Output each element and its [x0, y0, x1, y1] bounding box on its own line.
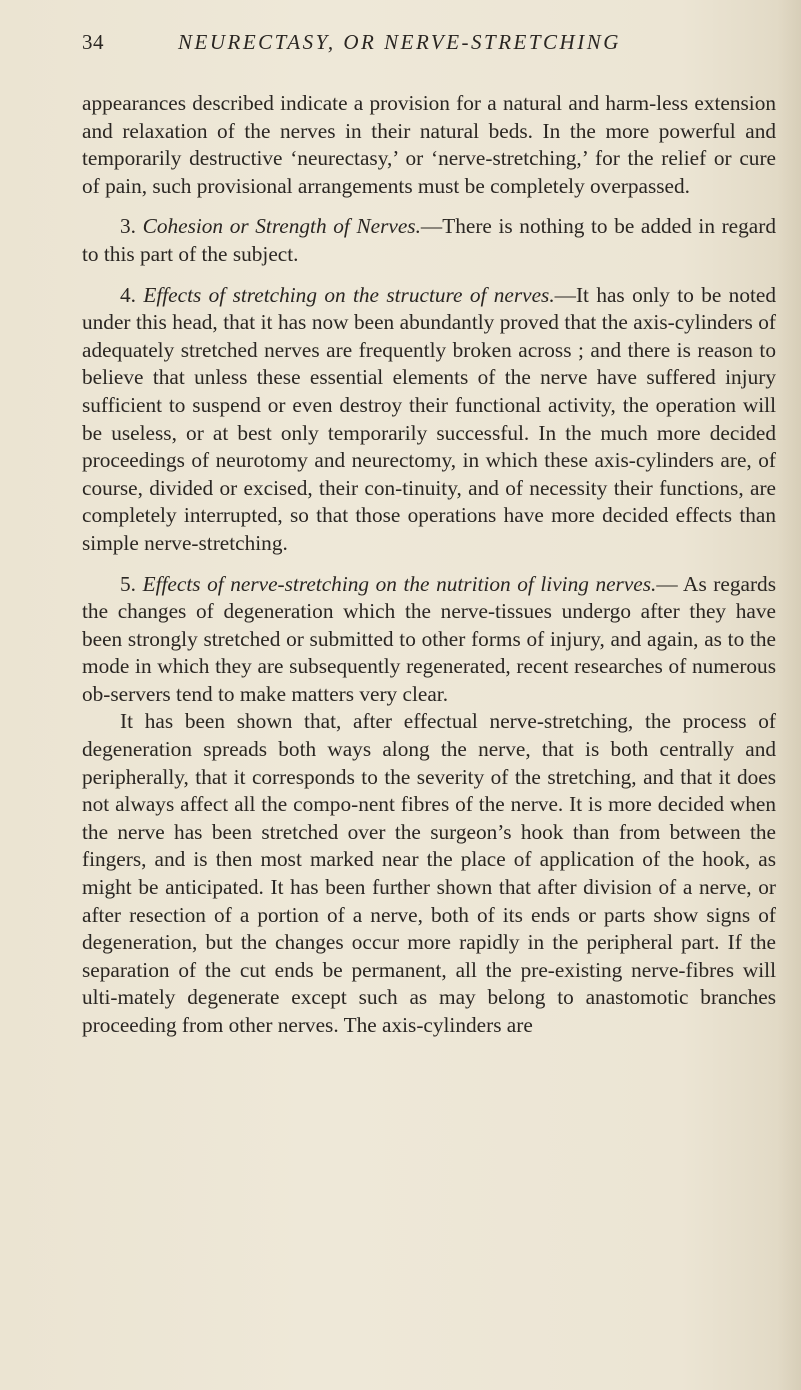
paragraph-text: —It has only to be noted under this head, that it has now been abundantly proved that the axis-cylinders of adequately stretched nerves are frequently broken across ; and there is reason to believe that unless these essential elements of the nerve have suffered injury sufficient to suspend or even destroy their functional activity, the operation will be useless, or at best only temporarily successful. In the much more decided proceedings of neurotomy and neurectomy, in which these axis-cylinders are, of course, divided or excised, their con-tinuity, and of necessity their functions, are completely interrupted, so that those operations have more decided effects than simple nerve-stretching.	[82, 282, 776, 555]
paragraph	[82, 708, 776, 1039]
section-number: 5.	[120, 571, 136, 596]
paragraph-text: appearances described indicate a provision for a natural and harm-less extension and relaxation of the nerves in their natural beds. In the more powerful and temporarily destructive ‘neurectasy,’ or ‘nerve-stretching,’ for the relief or cure of pain, such provisional arrangements must be completely overpassed.	[82, 91, 776, 198]
page-header	[82, 30, 761, 60]
section-5-paragraph	[82, 571, 776, 709]
section-3-paragraph	[82, 213, 776, 268]
section-heading: Effects of stretching on the structure of nerves.	[143, 282, 555, 307]
section-number: 4.	[120, 282, 136, 307]
section-heading: Effects of nerve-stretching on the nutrition of living nerves.	[142, 571, 657, 596]
paragraph-text: — As regards the changes of degeneration which the nerve-tissues undergo after they have been strongly stretched or submitted to other forms of injury, and again, as to the mode in which they are subsequently regenerated, recent researches of numerous ob-servers tend to make matters very clear.	[82, 571, 776, 706]
section-number: 3.	[120, 214, 136, 239]
running-head: NEURECTASY, OR NERVE-STRETCHING	[178, 30, 621, 54]
paragraph-text: It has been shown that, after effectual nerve-stretching, the process of degeneration spreads both ways along the nerve, that is both centrally and peripherally, that it corresponds to the severity of the stretching, and that it does not always affect all the compo-nent fibres of the nerve. It is more decided when the nerve has been stretched over the surgeon’s hook than from between the fingers, and is then most marked near the place of application of the hook, as might be anticipated. It has been further shown that after division of a nerve, or after resection of a portion of a nerve, both of its ends or parts show signs of degeneration, but the changes occur more rapidly in the peripheral part. If the separation of the cut ends be permanent, all the pre-existing nerve-fibres will ulti-mately degenerate except such as may belong to anastomotic branches proceeding from other nerves. The axis-cylinders are	[82, 709, 776, 1037]
page-number: 34	[82, 30, 104, 54]
section-4-paragraph	[82, 282, 776, 558]
section-heading: Cohesion or Strength of Nerves.	[142, 214, 421, 239]
paragraph-continuation	[82, 90, 776, 200]
body-text	[82, 90, 776, 1040]
paragraph-text: —There is nothing to be added in regard to this part of the subject.	[82, 214, 776, 266]
